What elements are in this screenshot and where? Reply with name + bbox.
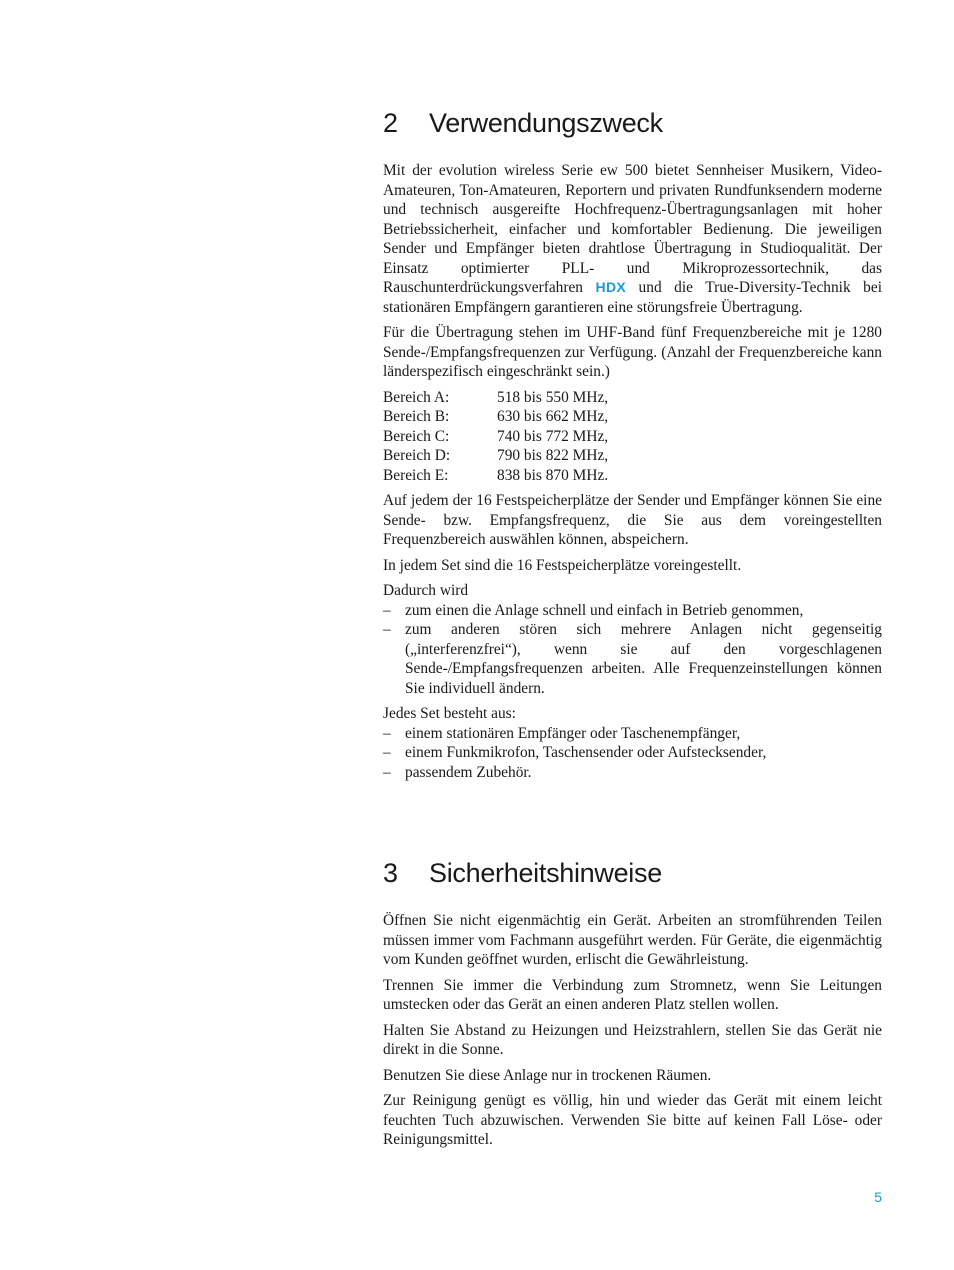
range-value: 740 bis 772 MHz, bbox=[497, 427, 609, 445]
section-heading bbox=[383, 108, 882, 139]
paragraph-preset: In jedem Set sind die 16 Festspeicherplätze voreingestellt. bbox=[383, 556, 742, 574]
list-lead: Jedes Set besteht aus: bbox=[383, 705, 516, 722]
list-item bbox=[383, 601, 882, 621]
section-verwendungszweck bbox=[383, 108, 882, 788]
paragraph-intro-text-b: und die True-Diversity-Technik bei stationären Empfängern garantieren eine störungsfreie Übertragung. bbox=[383, 279, 882, 316]
section-title: Verwendungszweck bbox=[429, 108, 663, 138]
paragraph-safety: Benutzen Sie diese Anlage nur in trockenen Räumen. bbox=[383, 1066, 712, 1084]
range-label: Bereich C: bbox=[383, 427, 450, 445]
paragraph-frequency-bands: Für die Übertragung stehen im UHF-Band fünf Frequenzbereiche mit je 1280 Sende-/Empfangsfrequenzen zur Verfügung. (Anzahl der Frequenzbereiche kann länderspezifisch eingeschränkt sein.) bbox=[383, 324, 882, 380]
frequency-range-row bbox=[383, 466, 882, 486]
paragraph-memory-slots: Auf jedem der 16 Festspeicherplätze der Sender und Empfänger können Sie eine Sende- bzw. Empfangsfrequenz, die Sie aus dem voreingestellten Frequenzbereich auswählen können, abspeichern. bbox=[383, 492, 882, 548]
set-contents-list bbox=[383, 724, 882, 783]
range-value: 630 bis 662 MHz, bbox=[497, 408, 609, 425]
range-label: Bereich A: bbox=[383, 388, 450, 406]
paragraph-safety: Öffnen Sie nicht eigenmächtig ein Gerät. Arbeiten an stromführenden Teilen müssen immer vom Fachmann ausgeführt werden. Für Geräte, die eigenmächtig vom Kunden geöffnet wurden, erlischt die Gewährleistung. bbox=[383, 912, 882, 968]
list-item-text: einem stationären Empfänger oder Taschenempfänger, bbox=[405, 724, 741, 742]
range-label: Bereich E: bbox=[383, 466, 449, 484]
frequency-range-row bbox=[383, 388, 882, 408]
list-item bbox=[383, 724, 882, 744]
dash-bullet: – bbox=[383, 601, 391, 619]
range-value: 518 bis 550 MHz, bbox=[497, 388, 609, 406]
range-value: 838 bis 870 MHz. bbox=[497, 466, 609, 484]
page-number: 5 bbox=[874, 1189, 882, 1205]
list-item bbox=[383, 743, 882, 763]
section-sicherheitshinweise bbox=[383, 858, 882, 1156]
list-item-text: zum einen die Anlage schnell und einfach in Betrieb genommen, bbox=[405, 601, 804, 619]
paragraph-intro bbox=[383, 161, 882, 317]
hdx-logo: HDX bbox=[595, 279, 627, 295]
benefits-list bbox=[383, 601, 882, 699]
section-title: Sicherheitshinweise bbox=[429, 858, 662, 888]
frequency-range-row bbox=[383, 407, 882, 427]
list-item bbox=[383, 763, 882, 783]
frequency-range-row bbox=[383, 446, 882, 466]
dash-bullet: – bbox=[383, 744, 391, 761]
range-label: Bereich B: bbox=[383, 408, 450, 425]
list-item-text: einem Funkmikrofon, Taschensender oder Aufstecksender, bbox=[405, 744, 767, 761]
frequency-range-row bbox=[383, 427, 882, 447]
dash-bullet: – bbox=[383, 763, 391, 781]
list-lead: Dadurch wird bbox=[383, 582, 469, 599]
dash-bullet: – bbox=[383, 621, 391, 638]
section-heading bbox=[383, 858, 882, 889]
dash-bullet: – bbox=[383, 724, 391, 742]
list-item-text: passendem Zubehör. bbox=[405, 763, 532, 781]
range-label: Bereich D: bbox=[383, 447, 451, 464]
range-value: 790 bis 822 MHz, bbox=[497, 447, 609, 464]
section-number: 2 bbox=[383, 108, 398, 138]
paragraph-safety: Zur Reinigung genügt es völlig, hin und wieder das Gerät mit einem leicht feuchten Tuch abzuwischen. Verwenden Sie bitte auf keinen Fall Löse- oder Reinigungsmittel. bbox=[383, 1092, 882, 1148]
paragraph-safety: Halten Sie Abstand zu Heizungen und Heizstrahlern, stellen Sie das Gerät nie direkt in die Sonne. bbox=[383, 1021, 882, 1058]
frequency-range-list bbox=[383, 388, 882, 486]
paragraph-intro-text-a: Mit der evolution wireless Serie ew 500 bietet Sennheiser Musikern, Video-Amateuren, Ton-Amateuren, Reportern und privaten Rundfunksendern moderne und technisch ausgereifte Hochfrequenz-Übertragungsanlagen mit hoher Betriebssicherheit, einfacher und komfortabler Bedienung. Die jeweiligen Sender und Empfänger bieten drahtlose Übertragung in Studioqualität. Der Einsatz optimierter PLL- und Mikroprozessortechnik, das Rauschunterdrückungsverfahren bbox=[383, 162, 882, 296]
paragraph-safety: Trennen Sie immer die Verbindung zum Stromnetz, wenn Sie Leitungen umstecken oder das Gerät an einen anderen Platz stellen wollen. bbox=[383, 976, 882, 1013]
section-number: 3 bbox=[383, 858, 398, 888]
list-item bbox=[383, 620, 882, 698]
list-item-text: zum anderen stören sich mehrere Anlagen nicht gegenseitig („interferenzfrei“), wenn sie auf den vorgeschlagenen Sende-/Empfangsfrequenzen arbeiten. Alle Frequenzeinstellungen können Sie individuell ändern. bbox=[405, 621, 882, 697]
